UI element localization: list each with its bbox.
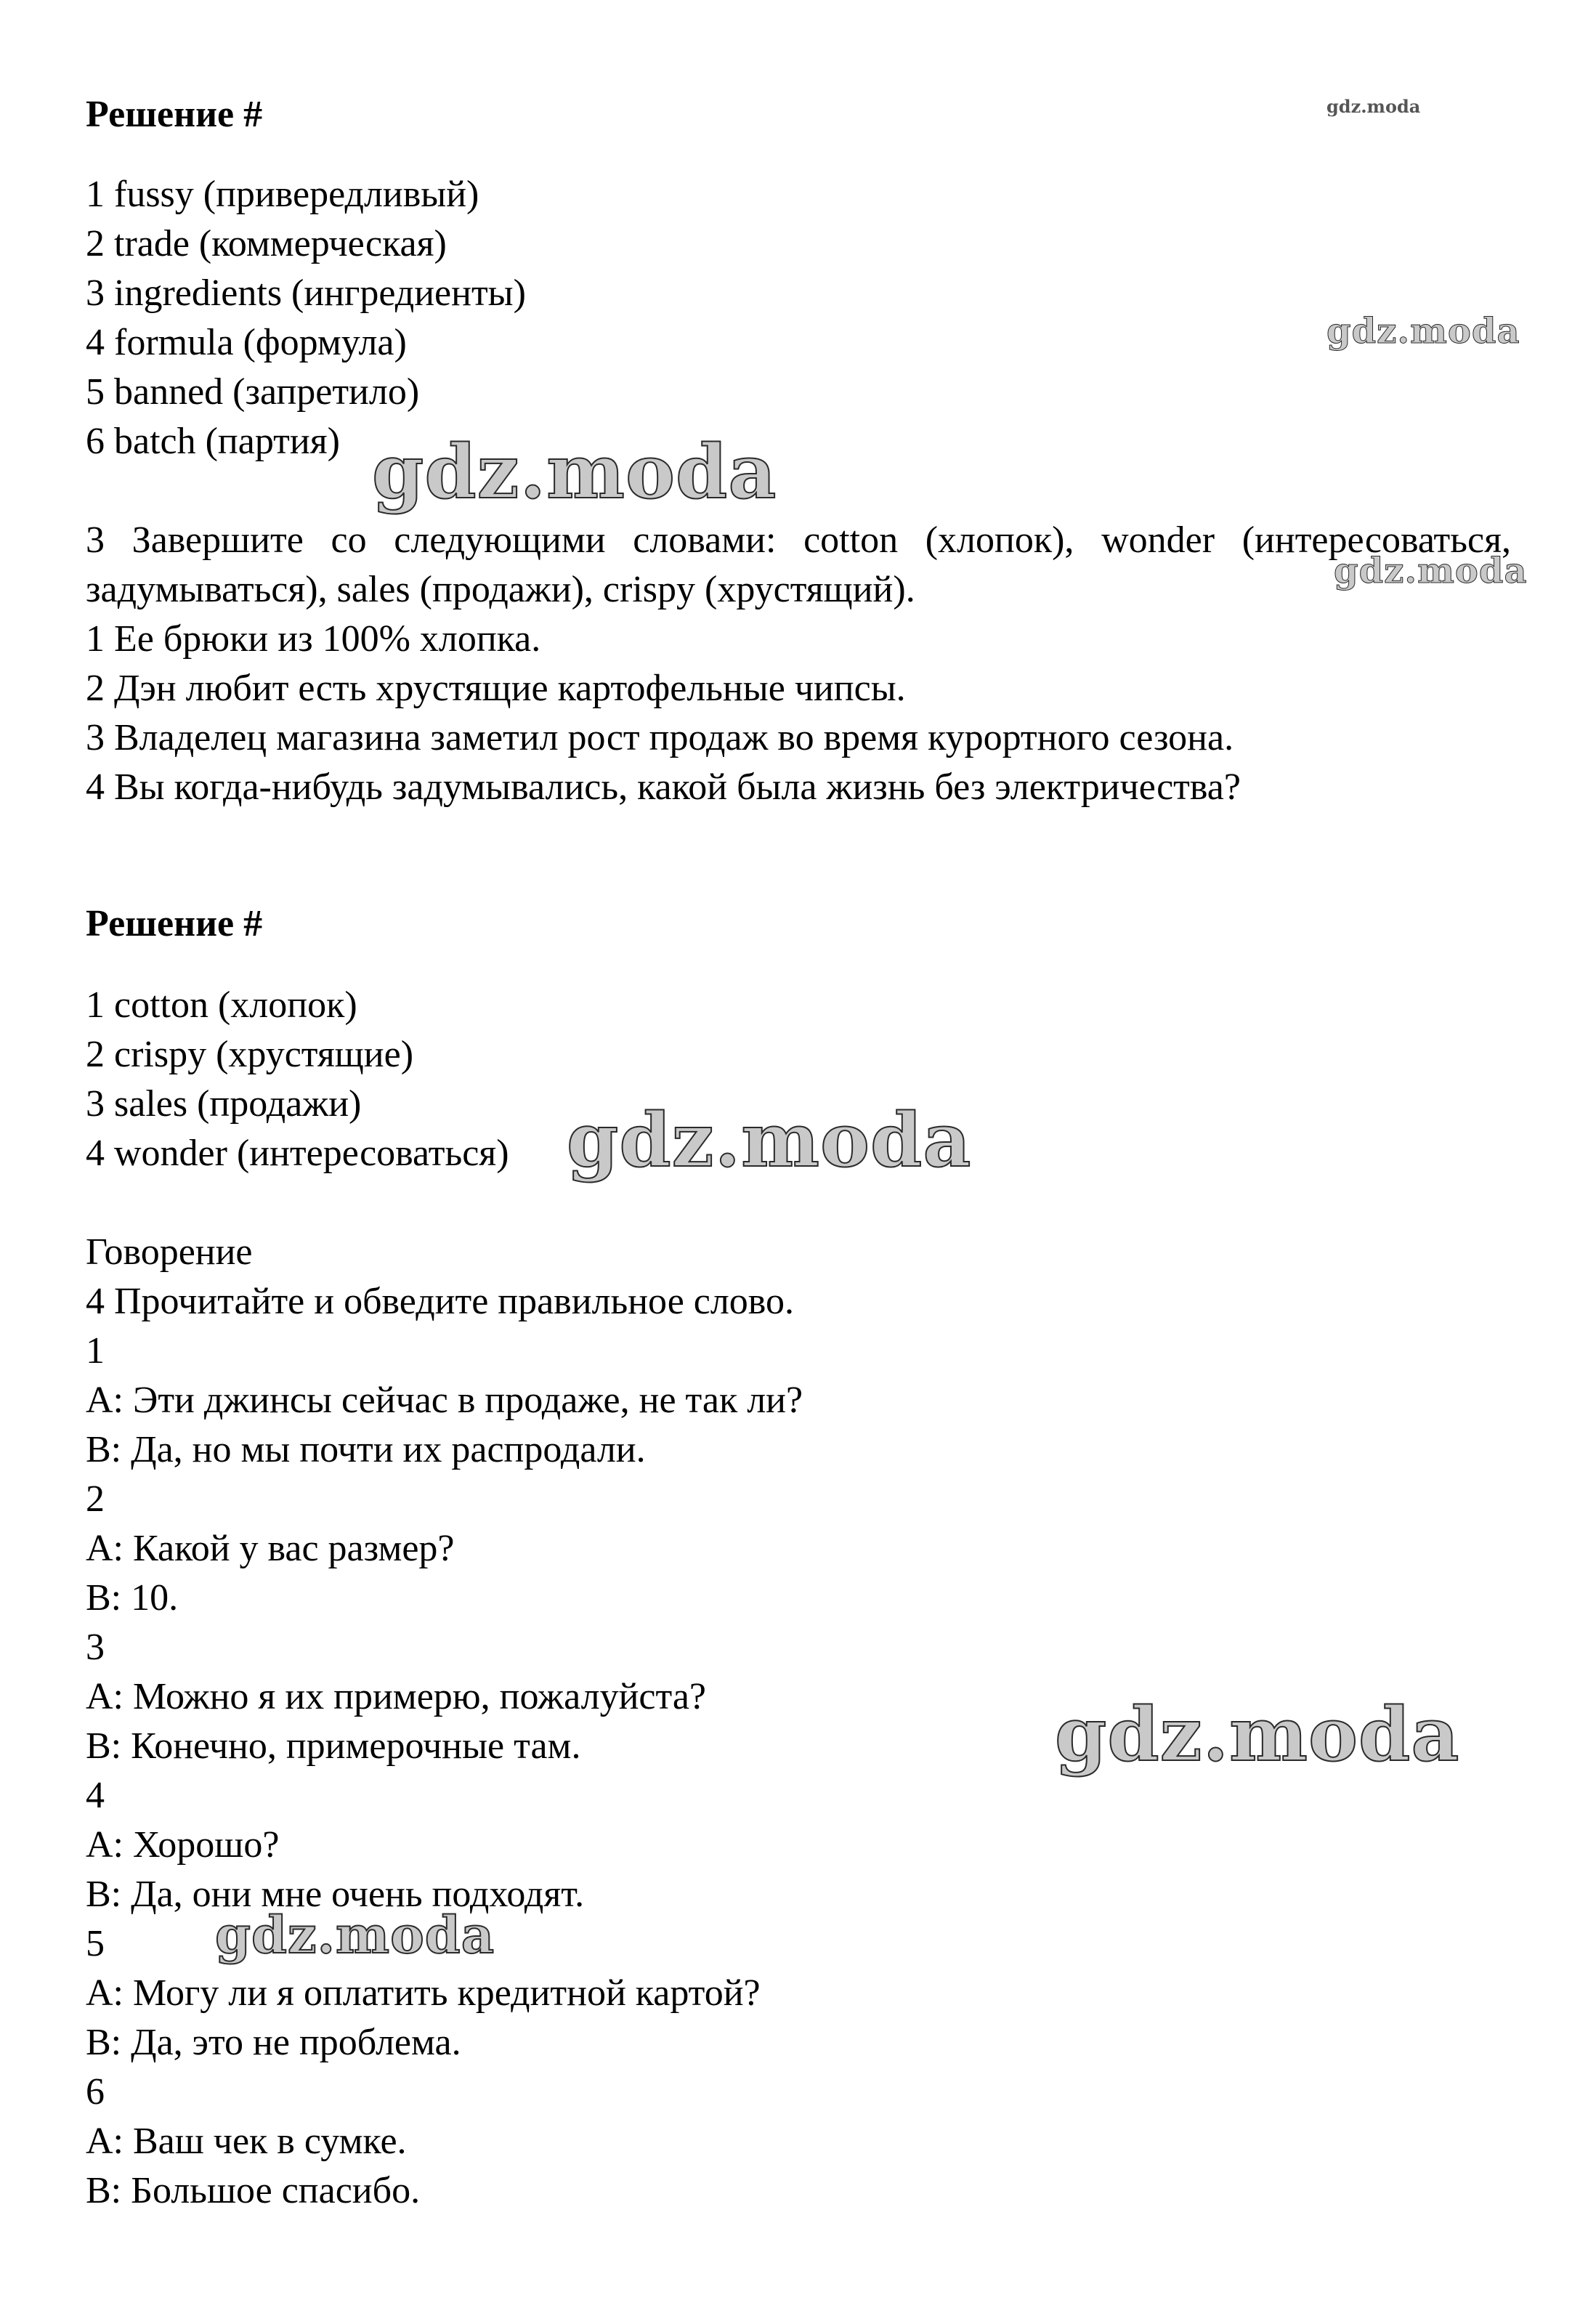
section2-heading: Решение # (86, 903, 263, 944)
dialogue-line-b: B: Большое спасибо. (86, 2170, 421, 2211)
watermark-logo: gdz.moda (567, 1097, 972, 1184)
speaking-instruction: 4 Прочитайте и обведите правильное слово. (86, 1281, 794, 1322)
dialogue-number: 5 (86, 1923, 105, 1964)
dialogue-number: 3 (86, 1627, 105, 1668)
task3-sentence: 1 Ее брюки из 100% хлопка. (86, 618, 541, 660)
dialogue-number: 1 (86, 1330, 105, 1372)
answer-line: 2 trade (коммерческая) (86, 223, 447, 264)
answer-line: 5 banned (запретило) (86, 371, 420, 413)
dialogue-line-a: A: Можно я их примерю, пожалуйста? (86, 1676, 707, 1717)
dialogue-line-b: B: Да, они мне очень подходят. (86, 1874, 585, 1915)
answer-line: 6 batch (партия) (86, 421, 340, 462)
section1-heading: Решение # (86, 94, 263, 135)
dialogue-line-a: A: Какой у вас размер? (86, 1528, 455, 1569)
dialogue-line-b: B: Конечно, примерочные там. (86, 1725, 581, 1767)
dialogue-number: 4 (86, 1775, 105, 1816)
answer-line: 1 fussy (привередливый) (86, 174, 479, 215)
answer-line: 3 ingredients (ингредиенты) (86, 272, 526, 314)
answer-line: 2 crispy (хрустящие) (86, 1034, 414, 1075)
dialogue-line-b: B: Да, но мы почти их распродали. (86, 1429, 646, 1470)
task3-sentence: 2 Дэн любит есть хрустящие картофельные чипсы. (86, 668, 906, 709)
watermark-logo: gdz.moda (1326, 96, 1421, 117)
answer-line: 3 sales (продажи) (86, 1083, 362, 1125)
answer-line: 4 wonder (интересоваться) (86, 1133, 509, 1174)
dialogue-line-a: A: Хорошо? (86, 1824, 280, 1866)
dialogue-number: 6 (86, 2071, 105, 2113)
dialogue-number: 2 (86, 1478, 105, 1520)
watermark-logo: gdz.moda (215, 1905, 495, 1965)
dialogue-line-b: B: Да, это не проблема. (86, 2022, 461, 2063)
task3-instruction: 3 Завершите со следующими словами: cotton (хлопок), wonder (интересоваться, задумываться), sales (продажи), crispy (хрустящий). (86, 519, 1511, 610)
watermark-logo: gdz.moda (1055, 1691, 1460, 1778)
task3-sentence: 3 Владелец магазина заметил рост продаж во время курортного сезона. (86, 717, 1234, 758)
dialogue-line-a: A: Эти джинсы сейчас в продаже, не так ли? (86, 1380, 803, 1421)
answer-line: 1 cotton (хлопок) (86, 984, 357, 1026)
watermark-logo: gdz.moda (1326, 311, 1520, 352)
dialogue-line-a: A: Могу ли я оплатить кредитной картой? (86, 1972, 761, 2014)
task3-sentence: 4 Вы когда-нибудь задумывались, какой была жизнь без электричества? (86, 766, 1241, 808)
answer-line: 4 formula (формула) (86, 322, 407, 363)
dialogue-line-b: B: 10. (86, 1577, 179, 1619)
speaking-title: Говорение (86, 1231, 253, 1273)
watermark-logo: gdz.moda (1334, 551, 1528, 591)
dialogue-line-a: A: Ваш чек в сумке. (86, 2121, 407, 2162)
watermark-logo: gdz.moda (372, 429, 777, 516)
